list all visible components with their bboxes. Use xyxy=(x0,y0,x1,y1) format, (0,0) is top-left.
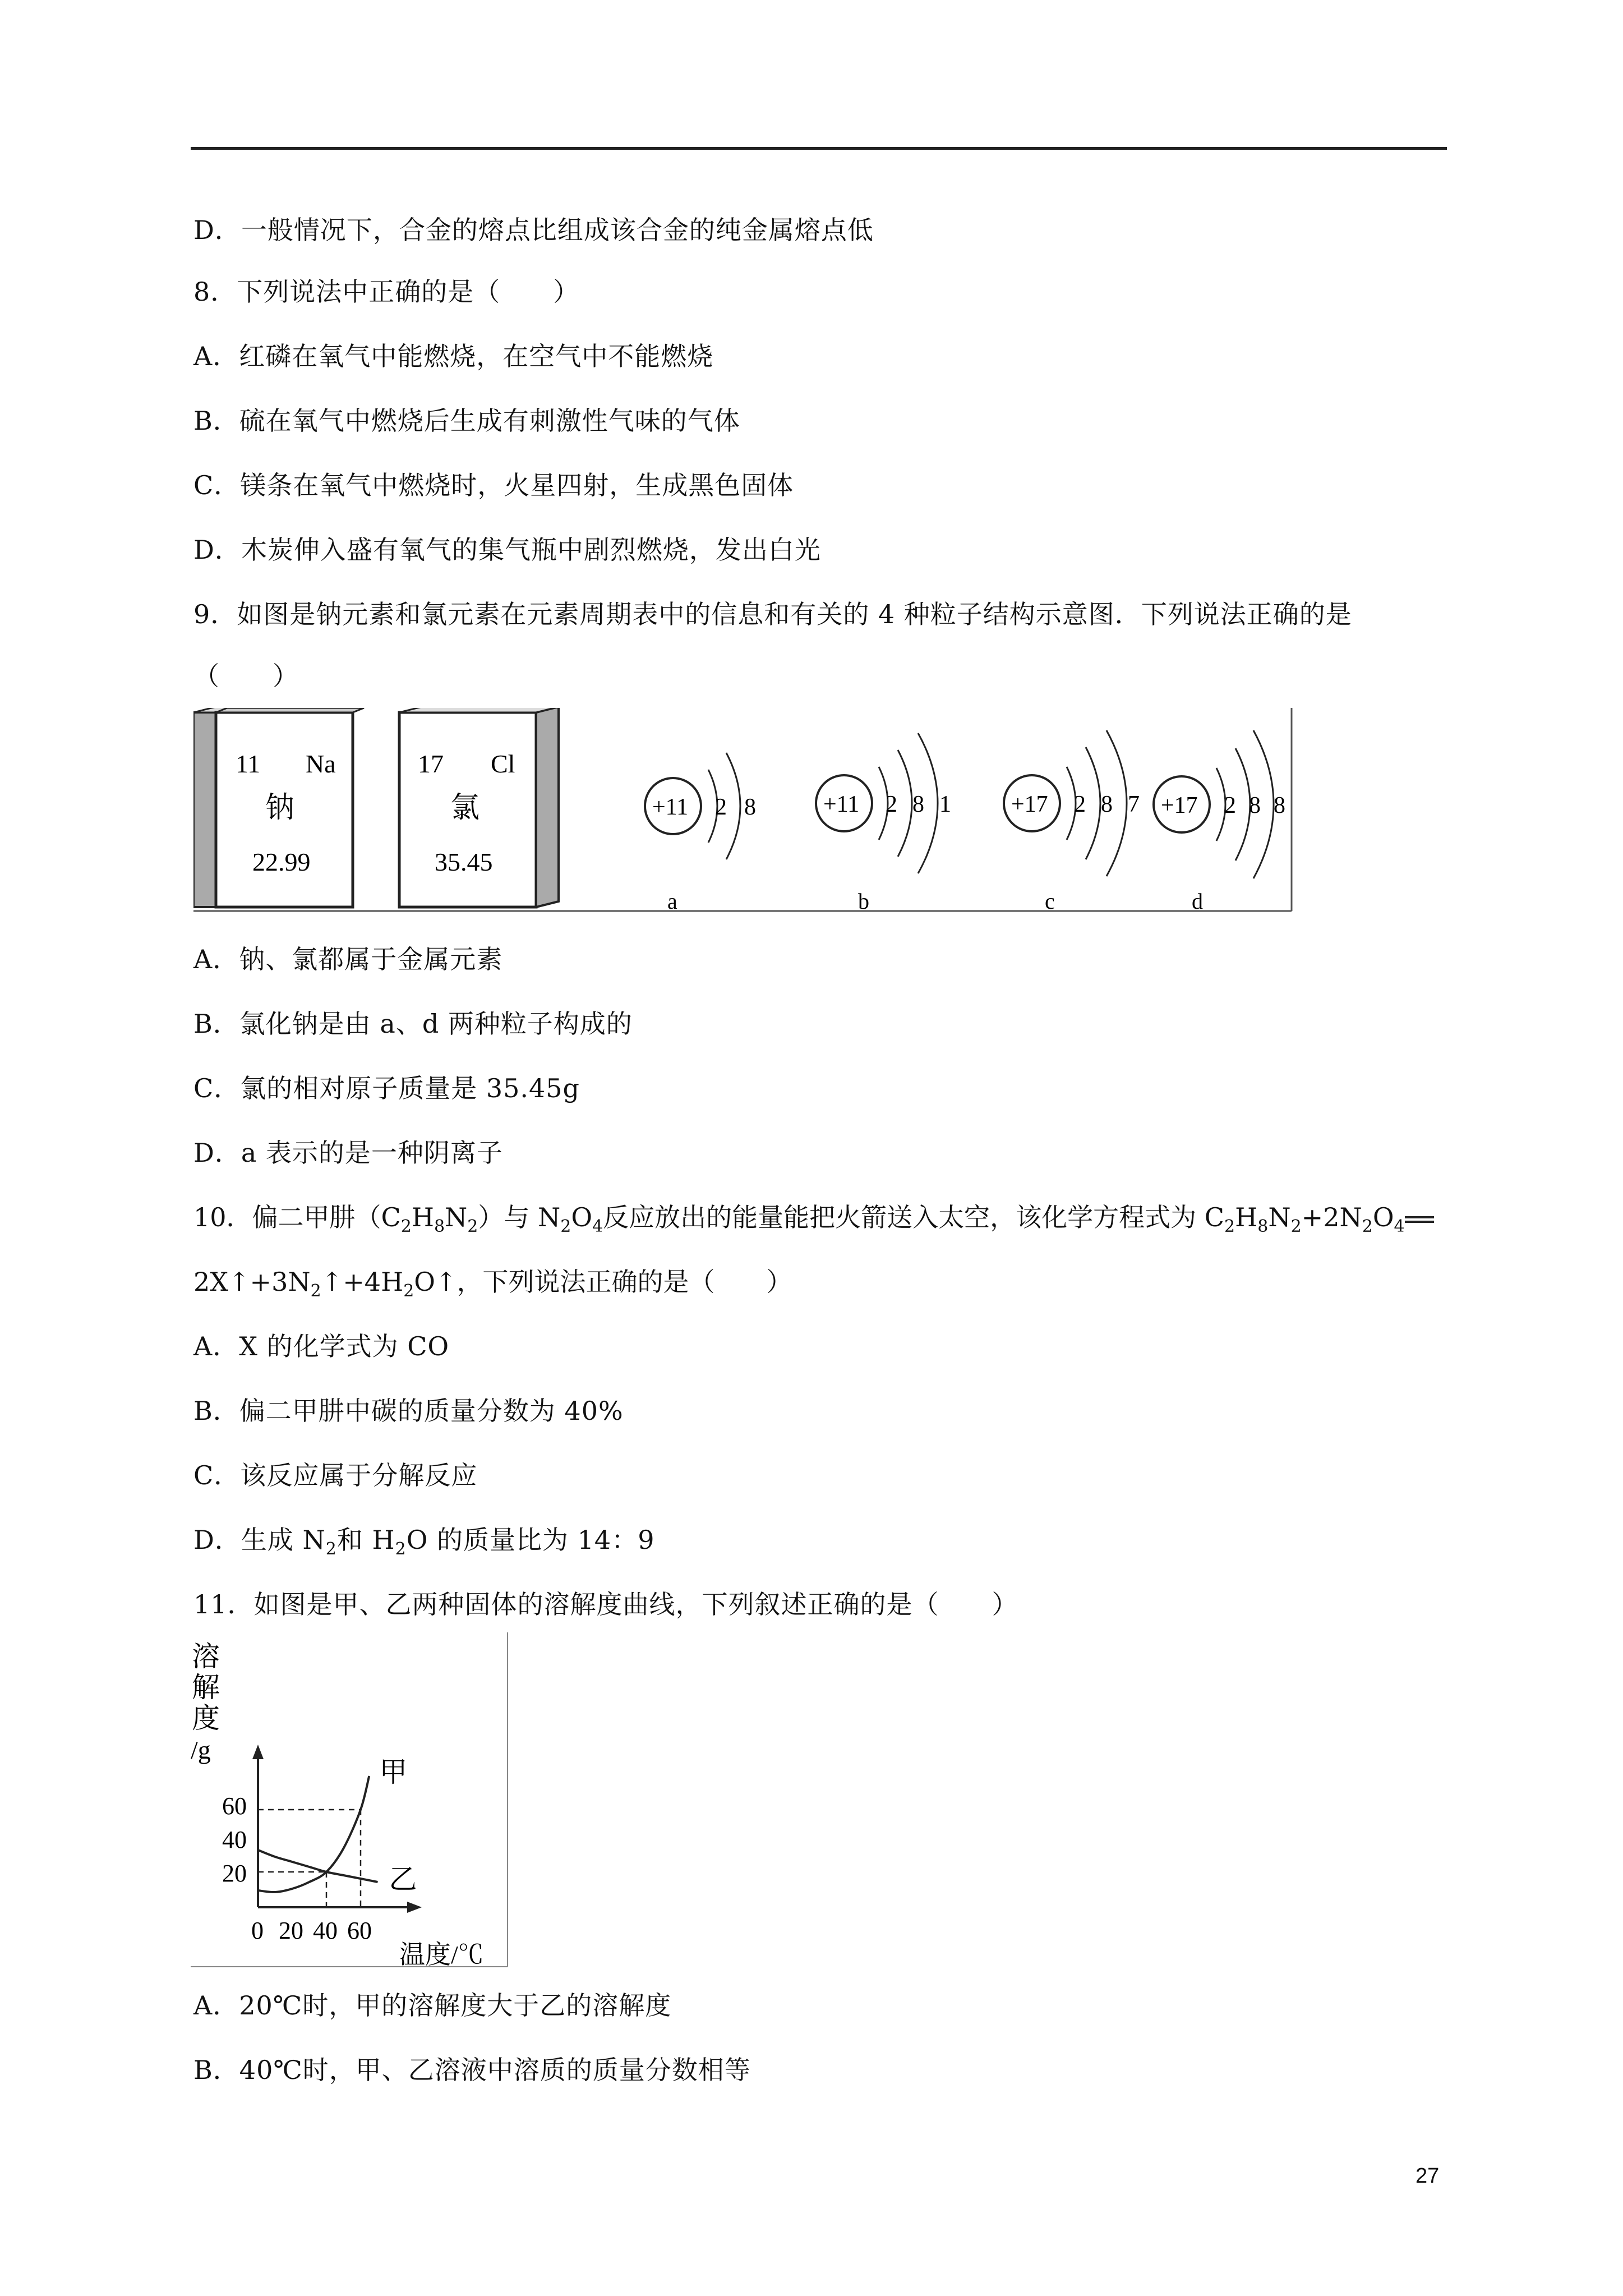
element-card-chlorine xyxy=(399,708,559,907)
y-tick-label: 60 xyxy=(222,1792,247,1820)
particle-d-nucleus: +17 xyxy=(1161,793,1198,818)
y-tick-label: 20 xyxy=(222,1860,247,1887)
sodium-mass: 22.99 xyxy=(252,848,311,876)
particle-a-e2: 8 xyxy=(744,794,756,820)
x-tick-label: 20 xyxy=(279,1917,303,1944)
particle-d xyxy=(1154,730,1285,914)
particle-c-label: c xyxy=(1045,889,1055,914)
q11-option-b: B．40℃时，甲、乙溶液中溶质的质量分数相等 xyxy=(193,2055,751,2085)
sodium-number: 11 xyxy=(236,749,261,778)
q8-option-d: D．木炭伸入盛有氧气的集气瓶中剧烈燃烧，发出白光 xyxy=(193,535,821,565)
q9-figure xyxy=(193,708,1293,915)
equals-sign xyxy=(1405,1216,1434,1223)
particle-c-nucleus: +17 xyxy=(1011,792,1048,817)
particle-c-e2: 8 xyxy=(1101,792,1113,817)
q10-stem-line2: $2X↑+3N_2↑+4H_2O↑$，下列说法正确的是（ ） xyxy=(193,1267,792,1301)
chlorine-symbol: Cl xyxy=(491,749,515,778)
particle-c-e3: 7 xyxy=(1128,792,1140,817)
chlorine-mass: 35.45 xyxy=(435,848,493,876)
particle-a-e1: 2 xyxy=(715,794,727,820)
x-tick-label: 60 xyxy=(347,1917,372,1944)
solubility-chart-svg xyxy=(191,1632,510,1969)
particle-b-nucleus: +11 xyxy=(823,792,860,817)
q10-option-c: C．该反应属于分解反应 xyxy=(193,1460,478,1490)
y-axis-label-char-1: 溶 xyxy=(192,1641,220,1672)
q9-option-b: B．氯化钠是由 a、d 两种粒子构成的 xyxy=(193,1009,633,1039)
q9-option-d: D．a 表示的是一种阴离子 xyxy=(193,1138,503,1168)
series-label-yi: 乙 xyxy=(389,1864,417,1895)
x-tick-label: 40 xyxy=(313,1917,338,1944)
q10-option-b: B．偏二甲肼中碳的质量分数为 40% xyxy=(193,1396,624,1426)
particle-c-e1: 2 xyxy=(1074,792,1086,817)
sodium-name: 钠 xyxy=(265,792,295,824)
x-axis-label: 温度/℃ xyxy=(399,1940,484,1969)
particle-d-e2: 8 xyxy=(1249,793,1261,818)
y-axis-arrow xyxy=(252,1745,264,1759)
series-line-jia xyxy=(258,1776,369,1892)
series-label-jia: 甲 xyxy=(379,1756,408,1788)
q8-option-a: A．红磷在氧气中能燃烧，在空气中不能燃烧 xyxy=(193,341,714,371)
y-axis-label-char-3: 度 xyxy=(192,1703,220,1734)
element-card-sodium xyxy=(193,708,364,907)
q9-option-a: A．钠、氯都属于金属元素 xyxy=(193,944,503,974)
particle-d-e3: 8 xyxy=(1274,793,1285,818)
q11-stem: 11．如图是甲、乙两种固体的溶解度曲线，下列叙述正确的是（ ） xyxy=(193,1589,1018,1619)
particle-b-label: b xyxy=(858,889,869,914)
particle-a-label: a xyxy=(667,889,677,914)
q10-option-d: D．生成 $N_2$和 $H_2O$ 的质量比为 14：9 xyxy=(193,1525,655,1559)
sodium-symbol: Na xyxy=(306,749,336,778)
q11-option-a: A．20℃时，甲的溶解度大于乙的溶解度 xyxy=(193,1990,672,2021)
y-axis-label-unit: /g xyxy=(191,1736,211,1764)
q8-stem: 8．下列说法中正确的是（ ） xyxy=(193,277,580,307)
q9-option-c: C．氯的相对原子质量是 35.45g xyxy=(193,1073,580,1103)
y-tick-label: 40 xyxy=(222,1826,247,1853)
x-axis-arrow xyxy=(407,1902,422,1913)
particle-a-nucleus: +11 xyxy=(652,794,689,820)
particle-b xyxy=(816,733,951,914)
header-rule xyxy=(191,147,1447,150)
q9-stem: 9．如图是钠元素和氯元素在元素周期表中的信息和有关的 4 种粒子结构示意图．下列说法正确的是 xyxy=(193,599,1352,629)
y-axis-label-char-2: 解 xyxy=(192,1672,220,1703)
particle-d-label: d xyxy=(1192,889,1203,914)
q9-figure-svg xyxy=(193,708,1293,915)
chlorine-number: 17 xyxy=(418,749,444,778)
q8-option-b: B．硫在氧气中燃烧后生成有刺激性气味的气体 xyxy=(193,406,740,436)
q10-option-a: A．X 的化学式为 CO xyxy=(193,1331,450,1361)
page-number: 27 xyxy=(1415,2164,1440,2188)
chlorine-name: 氯 xyxy=(450,792,480,824)
x-tick-label: 0 xyxy=(251,1917,264,1944)
particle-b-e3: 1 xyxy=(939,792,951,817)
q8-option-c: C．镁条在氧气中燃烧时，火星四射，生成黑色固体 xyxy=(193,470,794,500)
solubility-chart xyxy=(191,1632,510,1969)
particle-d-e1: 2 xyxy=(1224,793,1236,818)
q9-paren: （ ） xyxy=(193,661,299,691)
particle-a xyxy=(645,753,756,914)
particle-b-e2: 8 xyxy=(912,792,924,817)
q10-stem-line1: 10．偏二甲肼$(C_2H_8N_2)$与 $N_2O_4$反应放出的能量能把火箭送入太空，该化学方程式为 $C_2H_8N_2+2N_2O_4$ xyxy=(193,1200,1434,1244)
q7-option-d: D．一般情况下，合金的熔点比组成该合金的纯金属熔点低 xyxy=(193,215,874,245)
particle-b-e1: 2 xyxy=(886,792,897,817)
particle-c xyxy=(1004,730,1140,914)
